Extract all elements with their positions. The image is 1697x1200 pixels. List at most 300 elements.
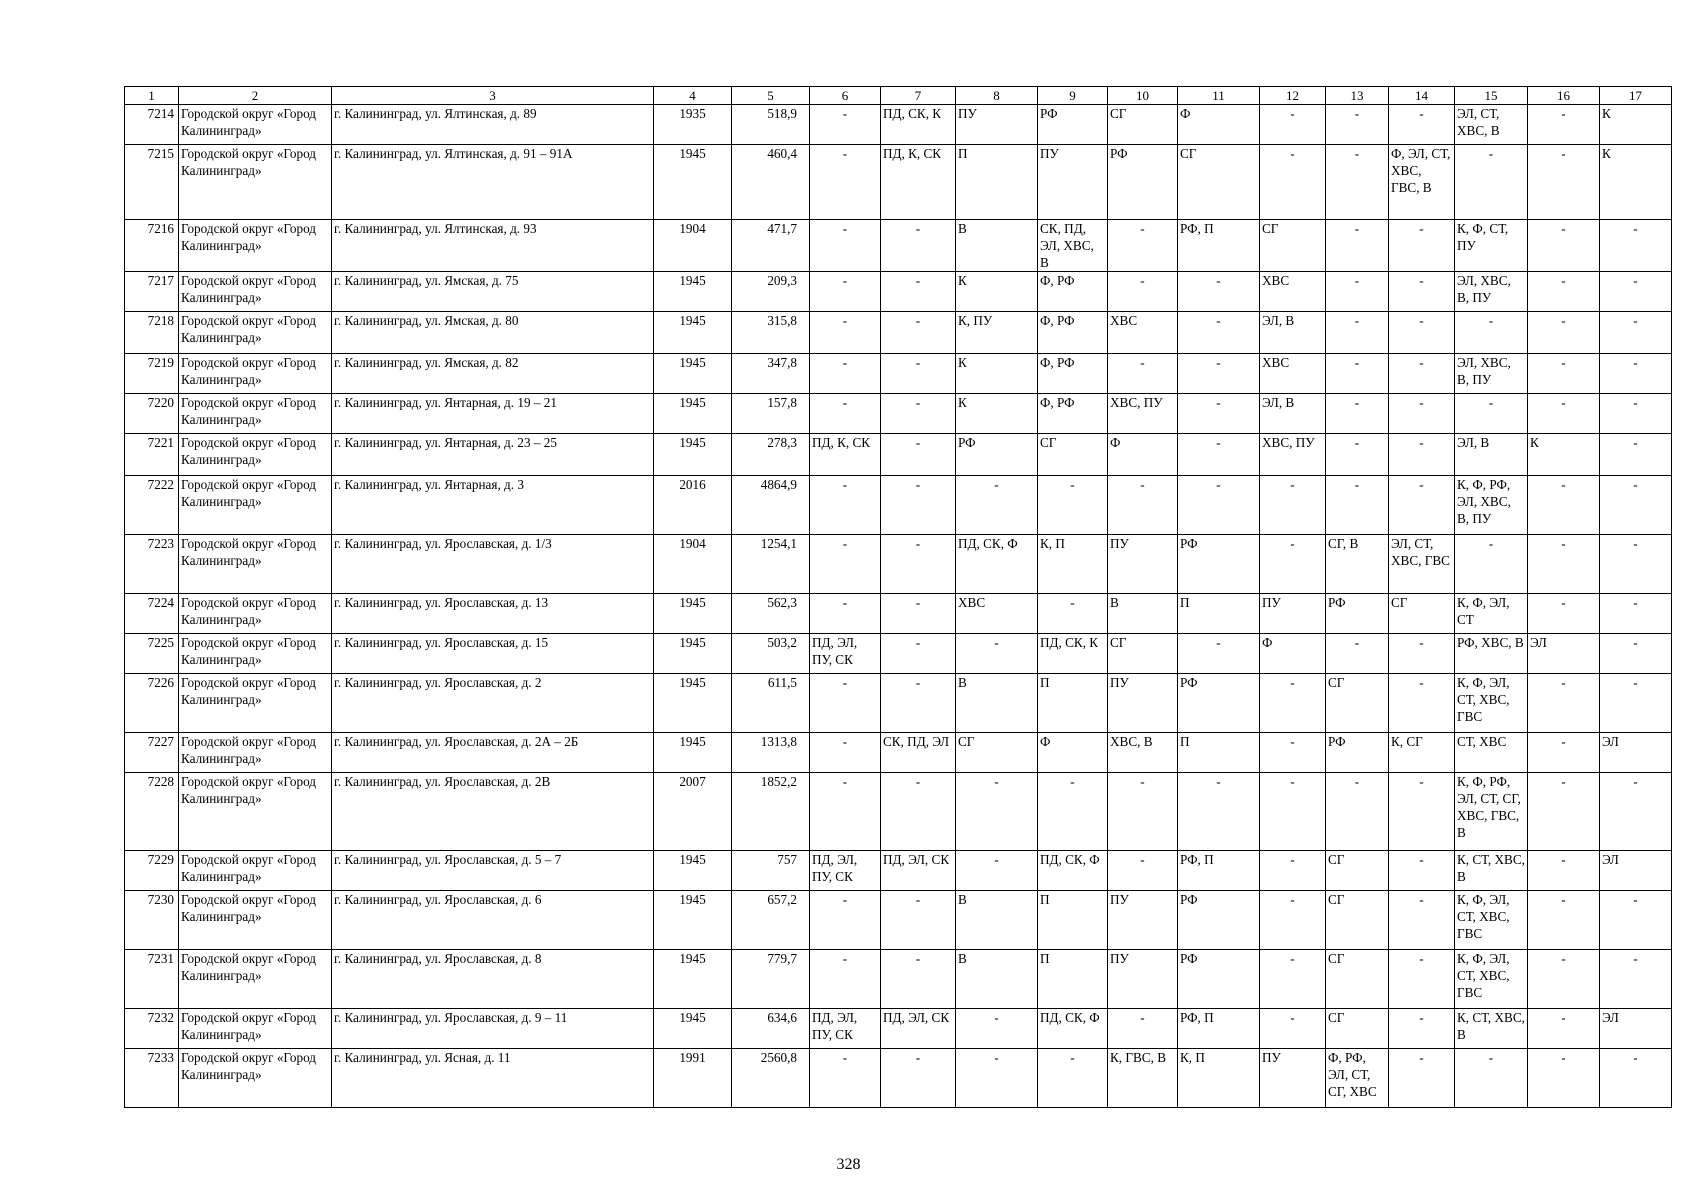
cell-col-12: -	[1260, 535, 1326, 594]
cell-col-15: К, Ф, ЭЛ, СТ	[1455, 594, 1528, 634]
cell-col-16: -	[1528, 145, 1600, 220]
cell-col-2: Городской округ «Город Калининград»	[179, 950, 332, 1009]
table-row	[125, 851, 1672, 891]
cell-col-2: Городской округ «Город Калининград»	[179, 674, 332, 733]
cell-col-8: ПУ	[956, 105, 1038, 145]
cell-col-11: РФ, П	[1178, 851, 1260, 891]
cell-col-12: -	[1260, 1009, 1326, 1049]
cell-col-14: -	[1389, 354, 1455, 394]
cell-col-8: РФ	[956, 434, 1038, 476]
cell-col-11: РФ	[1178, 674, 1260, 733]
cell-col-15: РФ, ХВС, В	[1455, 634, 1528, 674]
cell-col-15: ЭЛ, В	[1455, 434, 1528, 476]
cell-col-3: г. Калининград, ул. Ямская, д. 80	[332, 312, 654, 354]
cell-col-4: 1945	[654, 851, 732, 891]
cell-col-15: -	[1455, 1049, 1528, 1108]
cell-col-2: Городской округ «Город Калининград»	[179, 1049, 332, 1108]
cell-col-16: -	[1528, 1049, 1600, 1108]
cell-col-13: СГ	[1326, 950, 1389, 1009]
cell-col-9: Ф, РФ	[1038, 272, 1108, 312]
cell-col-7: -	[881, 272, 956, 312]
cell-col-13: -	[1326, 145, 1389, 220]
cell-col-8: П	[956, 145, 1038, 220]
cell-col-5: 4864,9	[732, 476, 810, 535]
cell-col-8: -	[956, 1009, 1038, 1049]
cell-col-7: -	[881, 394, 956, 434]
cell-col-3: г. Калининград, ул. Янтарная, д. 19 – 21	[332, 394, 654, 434]
cell-col-5: 503,2	[732, 634, 810, 674]
cell-col-17: -	[1600, 476, 1672, 535]
cell-col-3: г. Калининград, ул. Ярославская, д. 2	[332, 674, 654, 733]
cell-col-15: К, СТ, ХВС, В	[1455, 1009, 1528, 1049]
table-row	[125, 950, 1672, 1009]
cell-col-2: Городской округ «Город Калининград»	[179, 312, 332, 354]
cell-col-5: 157,8	[732, 394, 810, 434]
table-body	[125, 105, 1672, 1108]
header-col-6: 6	[810, 87, 881, 105]
cell-col-17: -	[1600, 535, 1672, 594]
cell-col-14: Ф, ЭЛ, СТ, ХВС, ГВС, В	[1389, 145, 1455, 220]
cell-col-9: -	[1038, 1049, 1108, 1108]
cell-col-4: 1945	[654, 354, 732, 394]
cell-col-14: -	[1389, 476, 1455, 535]
cell-col-11: -	[1178, 272, 1260, 312]
cell-col-12: СГ	[1260, 220, 1326, 272]
cell-col-15: К, Ф, ЭЛ, СТ, ХВС, ГВС	[1455, 891, 1528, 950]
cell-col-13: РФ	[1326, 733, 1389, 773]
cell-col-12: -	[1260, 145, 1326, 220]
cell-col-13: -	[1326, 105, 1389, 145]
cell-col-14: -	[1389, 891, 1455, 950]
cell-col-8: -	[956, 773, 1038, 851]
cell-col-10: ХВС, В	[1108, 733, 1178, 773]
cell-col-12: ПУ	[1260, 1049, 1326, 1108]
cell-col-5: 1254,1	[732, 535, 810, 594]
cell-col-8: К, ПУ	[956, 312, 1038, 354]
cell-col-16: -	[1528, 851, 1600, 891]
cell-col-6: -	[810, 394, 881, 434]
cell-col-12: -	[1260, 950, 1326, 1009]
cell-col-5: 518,9	[732, 105, 810, 145]
cell-col-4: 1945	[654, 312, 732, 354]
cell-col-6: -	[810, 594, 881, 634]
cell-col-4: 1904	[654, 535, 732, 594]
cell-col-11: П	[1178, 733, 1260, 773]
cell-col-6: -	[810, 272, 881, 312]
cell-col-2: Городской округ «Город Калининград»	[179, 535, 332, 594]
cell-col-8: ХВС	[956, 594, 1038, 634]
cell-col-7: ПД, ЭЛ, СК	[881, 851, 956, 891]
cell-col-3: г. Калининград, ул. Ярославская, д. 9 – 11	[332, 1009, 654, 1049]
cell-col-8: СГ	[956, 733, 1038, 773]
cell-col-6: ПД, ЭЛ, ПУ, СК	[810, 851, 881, 891]
cell-col-10: ПУ	[1108, 950, 1178, 1009]
cell-col-8: К	[956, 272, 1038, 312]
cell-col-1: 7226	[125, 674, 179, 733]
cell-col-2: Городской округ «Город Калининград»	[179, 354, 332, 394]
cell-col-12: -	[1260, 476, 1326, 535]
cell-col-6: ПД, К, СК	[810, 434, 881, 476]
cell-col-17: -	[1600, 634, 1672, 674]
cell-col-8: -	[956, 1049, 1038, 1108]
cell-col-17: К	[1600, 105, 1672, 145]
cell-col-3: г. Калининград, ул. Ялтинская, д. 91 – 91А	[332, 145, 654, 220]
cell-col-7: -	[881, 434, 956, 476]
cell-col-1: 7219	[125, 354, 179, 394]
cell-col-4: 1991	[654, 1049, 732, 1108]
cell-col-9: ПД, СК, Ф	[1038, 1009, 1108, 1049]
cell-col-12: -	[1260, 733, 1326, 773]
cell-col-12: -	[1260, 773, 1326, 851]
cell-col-2: Городской округ «Город Калининград»	[179, 634, 332, 674]
cell-col-16: -	[1528, 220, 1600, 272]
cell-col-5: 347,8	[732, 354, 810, 394]
cell-col-15: К, Ф, РФ, ЭЛ, СТ, СГ, ХВС, ГВС, В	[1455, 773, 1528, 851]
cell-col-1: 7232	[125, 1009, 179, 1049]
cell-col-14: -	[1389, 105, 1455, 145]
cell-col-5: 278,3	[732, 434, 810, 476]
cell-col-1: 7216	[125, 220, 179, 272]
cell-col-2: Городской округ «Город Калининград»	[179, 773, 332, 851]
cell-col-10: -	[1108, 272, 1178, 312]
cell-col-7: -	[881, 674, 956, 733]
cell-col-16: -	[1528, 272, 1600, 312]
cell-col-2: Городской округ «Город Калининград»	[179, 394, 332, 434]
cell-col-16: -	[1528, 773, 1600, 851]
cell-col-17: ЭЛ	[1600, 733, 1672, 773]
cell-col-4: 1945	[654, 950, 732, 1009]
cell-col-14: СГ	[1389, 594, 1455, 634]
cell-col-4: 1945	[654, 594, 732, 634]
cell-col-7: ПД, ЭЛ, СК	[881, 1009, 956, 1049]
cell-col-1: 7227	[125, 733, 179, 773]
cell-col-1: 7223	[125, 535, 179, 594]
cell-col-8: К	[956, 394, 1038, 434]
cell-col-10: -	[1108, 476, 1178, 535]
cell-col-6: -	[810, 674, 881, 733]
cell-col-7: -	[881, 312, 956, 354]
cell-col-14: -	[1389, 394, 1455, 434]
cell-col-13: -	[1326, 476, 1389, 535]
header-col-1: 1	[125, 87, 179, 105]
cell-col-12: ЭЛ, В	[1260, 312, 1326, 354]
cell-col-9: Ф	[1038, 733, 1108, 773]
cell-col-8: -	[956, 851, 1038, 891]
table-row	[125, 312, 1672, 354]
cell-col-13: -	[1326, 434, 1389, 476]
cell-col-16: К	[1528, 434, 1600, 476]
cell-col-11: -	[1178, 773, 1260, 851]
cell-col-5: 1852,2	[732, 773, 810, 851]
cell-col-10: -	[1108, 851, 1178, 891]
cell-col-10: ХВС	[1108, 312, 1178, 354]
cell-col-9: СГ	[1038, 434, 1108, 476]
cell-col-17: -	[1600, 394, 1672, 434]
cell-col-9: П	[1038, 674, 1108, 733]
cell-col-1: 7217	[125, 272, 179, 312]
cell-col-4: 1945	[654, 891, 732, 950]
cell-col-9: -	[1038, 594, 1108, 634]
cell-col-3: г. Калининград, ул. Ярославская, д. 8	[332, 950, 654, 1009]
cell-col-8: В	[956, 220, 1038, 272]
cell-col-11: -	[1178, 434, 1260, 476]
cell-col-12: -	[1260, 851, 1326, 891]
cell-col-11: РФ	[1178, 891, 1260, 950]
cell-col-13: -	[1326, 354, 1389, 394]
cell-col-14: -	[1389, 634, 1455, 674]
cell-col-4: 1945	[654, 674, 732, 733]
cell-col-11: -	[1178, 476, 1260, 535]
header-col-11: 11	[1178, 87, 1260, 105]
cell-col-9: П	[1038, 950, 1108, 1009]
header-col-2: 2	[179, 87, 332, 105]
cell-col-13: -	[1326, 312, 1389, 354]
cell-col-16: -	[1528, 950, 1600, 1009]
cell-col-2: Городской округ «Город Калининград»	[179, 891, 332, 950]
header-col-7: 7	[881, 87, 956, 105]
cell-col-10: СГ	[1108, 634, 1178, 674]
cell-col-5: 634,6	[732, 1009, 810, 1049]
cell-col-13: -	[1326, 634, 1389, 674]
cell-col-10: -	[1108, 220, 1178, 272]
cell-col-8: -	[956, 476, 1038, 535]
cell-col-1: 7222	[125, 476, 179, 535]
cell-col-3: г. Калининград, ул. Ясная, д. 11	[332, 1049, 654, 1108]
cell-col-14: -	[1389, 220, 1455, 272]
cell-col-14: -	[1389, 1009, 1455, 1049]
cell-col-2: Городской округ «Город Калининград»	[179, 220, 332, 272]
cell-col-6: -	[810, 773, 881, 851]
header-col-5: 5	[732, 87, 810, 105]
cell-col-2: Городской округ «Город Калининград»	[179, 145, 332, 220]
header-col-12: 12	[1260, 87, 1326, 105]
cell-col-10: -	[1108, 773, 1178, 851]
cell-col-6: -	[810, 145, 881, 220]
cell-col-15: -	[1455, 535, 1528, 594]
cell-col-11: П	[1178, 594, 1260, 634]
cell-col-13: Ф, РФ, ЭЛ, СТ, СГ, ХВС	[1326, 1049, 1389, 1108]
cell-col-9: ПД, СК, Ф	[1038, 851, 1108, 891]
cell-col-4: 1945	[654, 434, 732, 476]
table-row	[125, 145, 1672, 220]
table-row	[125, 476, 1672, 535]
cell-col-11: РФ, П	[1178, 1009, 1260, 1049]
cell-col-16: -	[1528, 476, 1600, 535]
cell-col-12: ХВС	[1260, 354, 1326, 394]
cell-col-2: Городской округ «Город Калининград»	[179, 1009, 332, 1049]
cell-col-1: 7221	[125, 434, 179, 476]
cell-col-16: -	[1528, 105, 1600, 145]
table-row	[125, 535, 1672, 594]
cell-col-13: -	[1326, 773, 1389, 851]
cell-col-10: ПУ	[1108, 674, 1178, 733]
cell-col-15: К, СТ, ХВС, В	[1455, 851, 1528, 891]
cell-col-13: СГ	[1326, 1009, 1389, 1049]
cell-col-11: К, П	[1178, 1049, 1260, 1108]
cell-col-6: -	[810, 105, 881, 145]
cell-col-13: -	[1326, 220, 1389, 272]
cell-col-17: ЭЛ	[1600, 851, 1672, 891]
cell-col-9: СК, ПД, ЭЛ, ХВС, В	[1038, 220, 1108, 272]
cell-col-7: -	[881, 220, 956, 272]
header-col-17: 17	[1600, 87, 1672, 105]
cell-col-13: СГ	[1326, 851, 1389, 891]
header-col-15: 15	[1455, 87, 1528, 105]
table-row	[125, 105, 1672, 145]
cell-col-5: 779,7	[732, 950, 810, 1009]
cell-col-6: -	[810, 891, 881, 950]
table-row	[125, 634, 1672, 674]
cell-col-6: ПД, ЭЛ, ПУ, СК	[810, 1009, 881, 1049]
cell-col-13: -	[1326, 394, 1389, 434]
cell-col-17: К	[1600, 145, 1672, 220]
cell-col-3: г. Калининград, ул. Ярославская, д. 6	[332, 891, 654, 950]
cell-col-10: Ф	[1108, 434, 1178, 476]
cell-col-16: -	[1528, 312, 1600, 354]
cell-col-17: -	[1600, 272, 1672, 312]
cell-col-1: 7214	[125, 105, 179, 145]
table-row	[125, 272, 1672, 312]
cell-col-9: Ф, РФ	[1038, 312, 1108, 354]
cell-col-5: 611,5	[732, 674, 810, 733]
cell-col-2: Городской округ «Город Калининград»	[179, 733, 332, 773]
header-col-9: 9	[1038, 87, 1108, 105]
cell-col-14: ЭЛ, СТ, ХВС, ГВС	[1389, 535, 1455, 594]
cell-col-10: К, ГВС, В	[1108, 1049, 1178, 1108]
cell-col-3: г. Калининград, ул. Янтарная, д. 3	[332, 476, 654, 535]
cell-col-11: -	[1178, 354, 1260, 394]
header-col-13: 13	[1326, 87, 1389, 105]
cell-col-4: 1945	[654, 1009, 732, 1049]
cell-col-5: 2560,8	[732, 1049, 810, 1108]
cell-col-17: -	[1600, 891, 1672, 950]
cell-col-8: -	[956, 634, 1038, 674]
cell-col-11: РФ, П	[1178, 220, 1260, 272]
cell-col-17: ЭЛ	[1600, 1009, 1672, 1049]
cell-col-17: -	[1600, 312, 1672, 354]
cell-col-5: 460,4	[732, 145, 810, 220]
cell-col-5: 562,3	[732, 594, 810, 634]
cell-col-1: 7228	[125, 773, 179, 851]
cell-col-1: 7230	[125, 891, 179, 950]
cell-col-12: -	[1260, 105, 1326, 145]
table-row	[125, 220, 1672, 272]
cell-col-17: -	[1600, 773, 1672, 851]
column-number-row	[125, 87, 1672, 105]
table-row	[125, 773, 1672, 851]
cell-col-3: г. Калининград, ул. Ярославская, д. 2А – 2Б	[332, 733, 654, 773]
cell-col-11: СГ	[1178, 145, 1260, 220]
cell-col-17: -	[1600, 950, 1672, 1009]
cell-col-15: -	[1455, 145, 1528, 220]
cell-col-2: Городской округ «Город Калининград»	[179, 476, 332, 535]
cell-col-1: 7215	[125, 145, 179, 220]
cell-col-13: РФ	[1326, 594, 1389, 634]
table-row	[125, 891, 1672, 950]
cell-col-16: ЭЛ	[1528, 634, 1600, 674]
cell-col-12: ХВС	[1260, 272, 1326, 312]
table-row	[125, 354, 1672, 394]
cell-col-13: -	[1326, 272, 1389, 312]
cell-col-8: В	[956, 950, 1038, 1009]
cell-col-9: -	[1038, 476, 1108, 535]
cell-col-14: К, СГ	[1389, 733, 1455, 773]
cell-col-11: РФ	[1178, 535, 1260, 594]
cell-col-4: 2007	[654, 773, 732, 851]
cell-col-2: Городской округ «Город Калининград»	[179, 851, 332, 891]
cell-col-15: К, Ф, РФ, ЭЛ, ХВС, В, ПУ	[1455, 476, 1528, 535]
cell-col-6: -	[810, 476, 881, 535]
cell-col-8: К	[956, 354, 1038, 394]
cell-col-1: 7220	[125, 394, 179, 434]
cell-col-4: 1935	[654, 105, 732, 145]
cell-col-9: РФ	[1038, 105, 1108, 145]
cell-col-4: 1945	[654, 634, 732, 674]
cell-col-12: ЭЛ, В	[1260, 394, 1326, 434]
cell-col-14: -	[1389, 312, 1455, 354]
cell-col-5: 315,8	[732, 312, 810, 354]
cell-col-16: -	[1528, 733, 1600, 773]
cell-col-17: -	[1600, 434, 1672, 476]
cell-col-10: ХВС, ПУ	[1108, 394, 1178, 434]
housing-table	[124, 86, 1672, 1108]
cell-col-5: 209,3	[732, 272, 810, 312]
cell-col-6: -	[810, 220, 881, 272]
table-header	[125, 87, 1672, 105]
cell-col-3: г. Калининград, ул. Ярославская, д. 2В	[332, 773, 654, 851]
cell-col-3: г. Калининград, ул. Ярославская, д. 5 – 7	[332, 851, 654, 891]
cell-col-6: -	[810, 1049, 881, 1108]
cell-col-2: Городской округ «Город Калининград»	[179, 434, 332, 476]
table-row	[125, 434, 1672, 476]
cell-col-6: -	[810, 312, 881, 354]
cell-col-4: 1945	[654, 394, 732, 434]
cell-col-17: -	[1600, 594, 1672, 634]
cell-col-15: ЭЛ, ХВС, В, ПУ	[1455, 354, 1528, 394]
cell-col-9: ПУ	[1038, 145, 1108, 220]
cell-col-7: -	[881, 773, 956, 851]
cell-col-2: Городской округ «Город Калининград»	[179, 272, 332, 312]
cell-col-7: -	[881, 594, 956, 634]
cell-col-10: -	[1108, 354, 1178, 394]
cell-col-9: -	[1038, 773, 1108, 851]
cell-col-17: -	[1600, 1049, 1672, 1108]
cell-col-5: 471,7	[732, 220, 810, 272]
cell-col-11: -	[1178, 634, 1260, 674]
cell-col-5: 757	[732, 851, 810, 891]
header-col-8: 8	[956, 87, 1038, 105]
cell-col-13: СГ	[1326, 891, 1389, 950]
table-row	[125, 1049, 1672, 1108]
cell-col-7: ПД, СК, К	[881, 105, 956, 145]
cell-col-14: -	[1389, 674, 1455, 733]
cell-col-17: -	[1600, 220, 1672, 272]
cell-col-15: ЭЛ, СТ, ХВС, В	[1455, 105, 1528, 145]
cell-col-14: -	[1389, 851, 1455, 891]
cell-col-4: 1945	[654, 733, 732, 773]
cell-col-1: 7229	[125, 851, 179, 891]
cell-col-12: Ф	[1260, 634, 1326, 674]
cell-col-16: -	[1528, 674, 1600, 733]
cell-col-8: ПД, СК, Ф	[956, 535, 1038, 594]
cell-col-14: -	[1389, 272, 1455, 312]
table-row	[125, 1009, 1672, 1049]
cell-col-15: -	[1455, 312, 1528, 354]
cell-col-13: СГ, В	[1326, 535, 1389, 594]
cell-col-7: -	[881, 634, 956, 674]
cell-col-14: -	[1389, 1049, 1455, 1108]
cell-col-17: -	[1600, 674, 1672, 733]
